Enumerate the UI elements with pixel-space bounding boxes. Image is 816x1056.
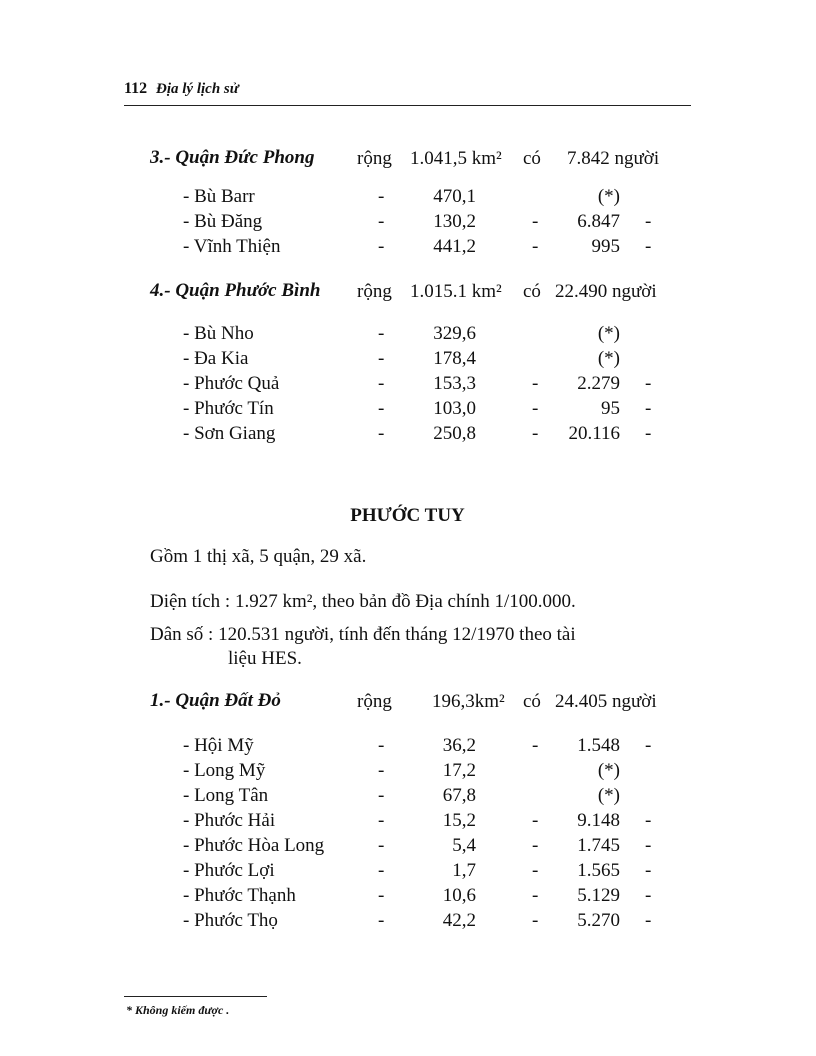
commune-population: 20.116 [568, 423, 620, 444]
dash: - [532, 835, 539, 856]
header-rule [124, 105, 691, 106]
dash: - [532, 423, 539, 444]
commune-population: 1.565 [577, 860, 620, 881]
dash: - [645, 735, 652, 756]
commune-population: (*) [597, 785, 620, 806]
commune-name: - Phước Hòa Long [183, 835, 325, 856]
commune-area: 15,2 [442, 810, 476, 831]
commune-name: - Sơn Giang [183, 423, 276, 444]
population-label: có [523, 691, 541, 712]
dash: - [645, 236, 652, 257]
commune-area: 153,3 [433, 373, 476, 394]
commune-population: (*) [597, 323, 620, 344]
dash: - [378, 423, 385, 444]
dash: - [378, 373, 385, 394]
commune-name: - Hội Mỹ [183, 735, 254, 756]
dash: - [532, 885, 539, 906]
commune-name: - Phước Thọ [183, 910, 278, 931]
dash: - [645, 910, 652, 931]
population-label: có [523, 148, 541, 169]
dash: - [378, 810, 385, 831]
commune-area: 5,4 [452, 835, 476, 856]
commune-area: 1,7 [452, 860, 476, 881]
dash: - [378, 211, 385, 232]
dash: - [378, 860, 385, 881]
commune-population: 95 [601, 398, 620, 419]
province-population-text-cont: liệu HES. [228, 648, 302, 669]
commune-area: 470,1 [433, 186, 476, 207]
area-label: rộng [357, 691, 392, 712]
province-population-text: Dân số : 120.531 người, tính đến tháng 12/1970 theo tài [150, 624, 576, 645]
commune-name: - Đa Kia [183, 348, 249, 369]
dash: - [378, 735, 385, 756]
district-area: 1.015.1 km² [410, 281, 502, 302]
dash: - [532, 373, 539, 394]
commune-population: 1.548 [577, 735, 620, 756]
commune-name: - Bù Đăng [183, 211, 263, 232]
footnote: * Không kiếm được . [126, 1003, 230, 1017]
commune-population: 6.847 [577, 211, 620, 232]
district-area: 196,3km² [432, 691, 505, 712]
commune-area: 42,2 [442, 910, 476, 931]
commune-population: 5.270 [577, 910, 620, 931]
commune-area: 250,8 [433, 423, 476, 444]
commune-population: (*) [597, 186, 620, 207]
population-label: có [523, 281, 541, 302]
dash: - [378, 785, 385, 806]
commune-name: - Vĩnh Thiện [183, 236, 281, 257]
district-population: 7.842 người [567, 148, 660, 169]
area-label: rộng [357, 281, 392, 302]
commune-name: - Long Tân [183, 785, 269, 806]
commune-population: (*) [597, 760, 620, 781]
footnote-rule [124, 996, 267, 997]
commune-name: - Phước Lợi [183, 860, 275, 881]
commune-population: (*) [597, 348, 620, 369]
dash: - [645, 211, 652, 232]
district-title: 3.- Quận Đức Phong [150, 147, 315, 168]
commune-area: 130,2 [433, 211, 476, 232]
commune-name: - Bù Nho [183, 323, 254, 344]
commune-area: 10,6 [442, 885, 476, 906]
commune-name: - Phước Tín [183, 398, 274, 419]
commune-area: 67,8 [442, 785, 476, 806]
dash: - [378, 760, 385, 781]
dash: - [378, 398, 385, 419]
dash: - [378, 885, 385, 906]
dash: - [378, 348, 385, 369]
commune-name: - Long Mỹ [183, 760, 266, 781]
dash: - [645, 810, 652, 831]
dash: - [645, 885, 652, 906]
page-number: 112 [124, 80, 148, 97]
dash: - [378, 236, 385, 257]
dash: - [532, 860, 539, 881]
commune-name: - Phước Quả [183, 373, 280, 394]
area-label: rộng [357, 148, 392, 169]
dash: - [532, 211, 539, 232]
dash: - [532, 810, 539, 831]
district-title: 1.- Quận Đất Đỏ [150, 690, 281, 711]
province-heading: PHƯỚC TUY [350, 505, 465, 526]
dash: - [532, 910, 539, 931]
dash: - [645, 398, 652, 419]
dash: - [645, 835, 652, 856]
commune-population: 2.279 [577, 373, 620, 394]
district-area: 1.041,5 km² [410, 148, 502, 169]
district-title: 4.- Quận Phước Bình [150, 280, 321, 301]
commune-name: - Bù Barr [183, 186, 255, 207]
commune-area: 17,2 [442, 760, 476, 781]
dash: - [532, 236, 539, 257]
commune-population: 995 [591, 236, 620, 257]
province-summary: Gồm 1 thị xã, 5 quận, 29 xã. [150, 546, 367, 567]
dash: - [532, 735, 539, 756]
commune-population: 9.148 [577, 810, 620, 831]
dash: - [645, 423, 652, 444]
dash: - [378, 186, 385, 207]
dash: - [645, 860, 652, 881]
commune-name: - Phước Hải [183, 810, 276, 831]
commune-population: 1.745 [577, 835, 620, 856]
dash: - [645, 373, 652, 394]
commune-area: 103,0 [433, 398, 476, 419]
running-title: Địa lý lịch sử [156, 81, 239, 97]
dash: - [532, 398, 539, 419]
commune-name: - Phước Thạnh [183, 885, 296, 906]
district-population: 22.490 người [555, 281, 657, 302]
dash: - [378, 323, 385, 344]
commune-population: 5.129 [577, 885, 620, 906]
commune-area: 329,6 [433, 323, 476, 344]
commune-area: 441,2 [433, 236, 476, 257]
commune-area: 178,4 [433, 348, 476, 369]
district-population: 24.405 người [555, 691, 657, 712]
dash: - [378, 835, 385, 856]
dash: - [378, 910, 385, 931]
commune-area: 36,2 [442, 735, 476, 756]
province-area-text: Diện tích : 1.927 km², theo bản đồ Địa chính 1/100.000. [150, 591, 576, 612]
